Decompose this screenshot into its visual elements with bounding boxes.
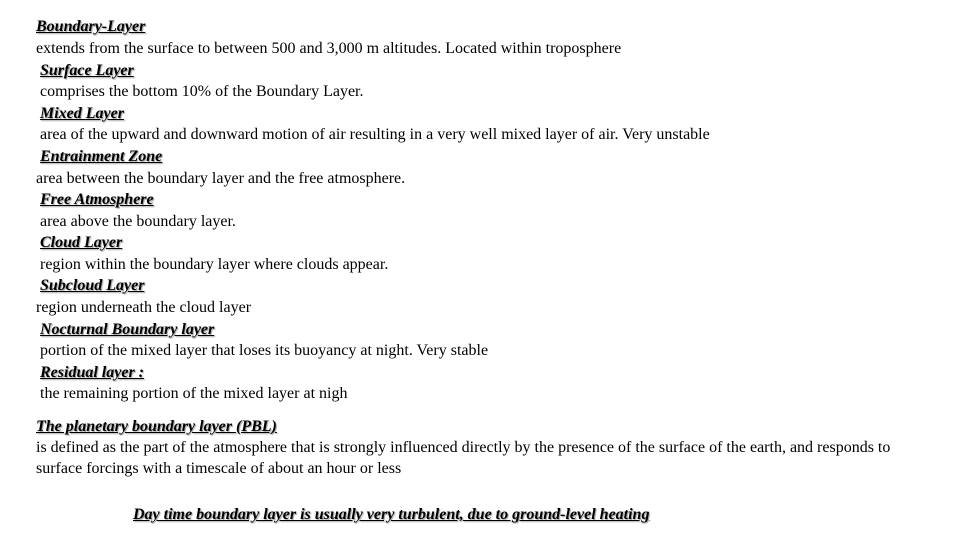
desc-nocturnal-boundary-layer: portion of the mixed layer that loses its buoyancy at night. Very stable (40, 342, 489, 359)
term-subcloud-layer: Subcloud Layer (40, 277, 145, 294)
term-cloud-layer: Cloud Layer (40, 234, 123, 251)
term-free-atmosphere: Free Atmosphere (40, 191, 154, 208)
desc-mixed-layer: area of the upward and downward motion of air resulting in a very well mixed layer of air. Very unstable (40, 126, 710, 143)
desc-residual-layer: the remaining portion of the mixed layer at nigh (40, 385, 348, 402)
term-boundary-layer: Boundary-Layer (36, 18, 146, 35)
desc-surface-layer: comprises the bottom 10% of the Boundary Layer. (40, 83, 364, 100)
footer-note: Day time boundary layer is usually very turbulent, due to ground-level heating (133, 506, 650, 523)
term-residual-layer: Residual layer : (40, 364, 144, 381)
term-surface-layer: Surface Layer (40, 62, 134, 79)
desc-boundary-layer: extends from the surface to between 500 and 3,000 m altitudes. Located within troposphere (36, 40, 622, 57)
term-mixed-layer: Mixed Layer (40, 105, 124, 122)
desc-free-atmosphere: area above the boundary layer. (40, 213, 236, 230)
desc-cloud-layer: region within the boundary layer where clouds appear. (40, 256, 389, 273)
term-pbl: The planetary boundary layer (PBL) (36, 418, 277, 435)
term-entrainment-zone: Entrainment Zone (40, 148, 163, 165)
desc-pbl: is defined as the part of the atmosphere that is strongly influenced directly by the presence of the surface of the earth, and responds to surface forcings with a timescale of about an hour or less (36, 439, 891, 477)
desc-subcloud-layer: region underneath the cloud layer (36, 299, 252, 316)
desc-entrainment-zone: area between the boundary layer and the free atmosphere. (36, 170, 406, 187)
term-nocturnal-boundary-layer: Nocturnal Boundary layer (40, 321, 215, 338)
